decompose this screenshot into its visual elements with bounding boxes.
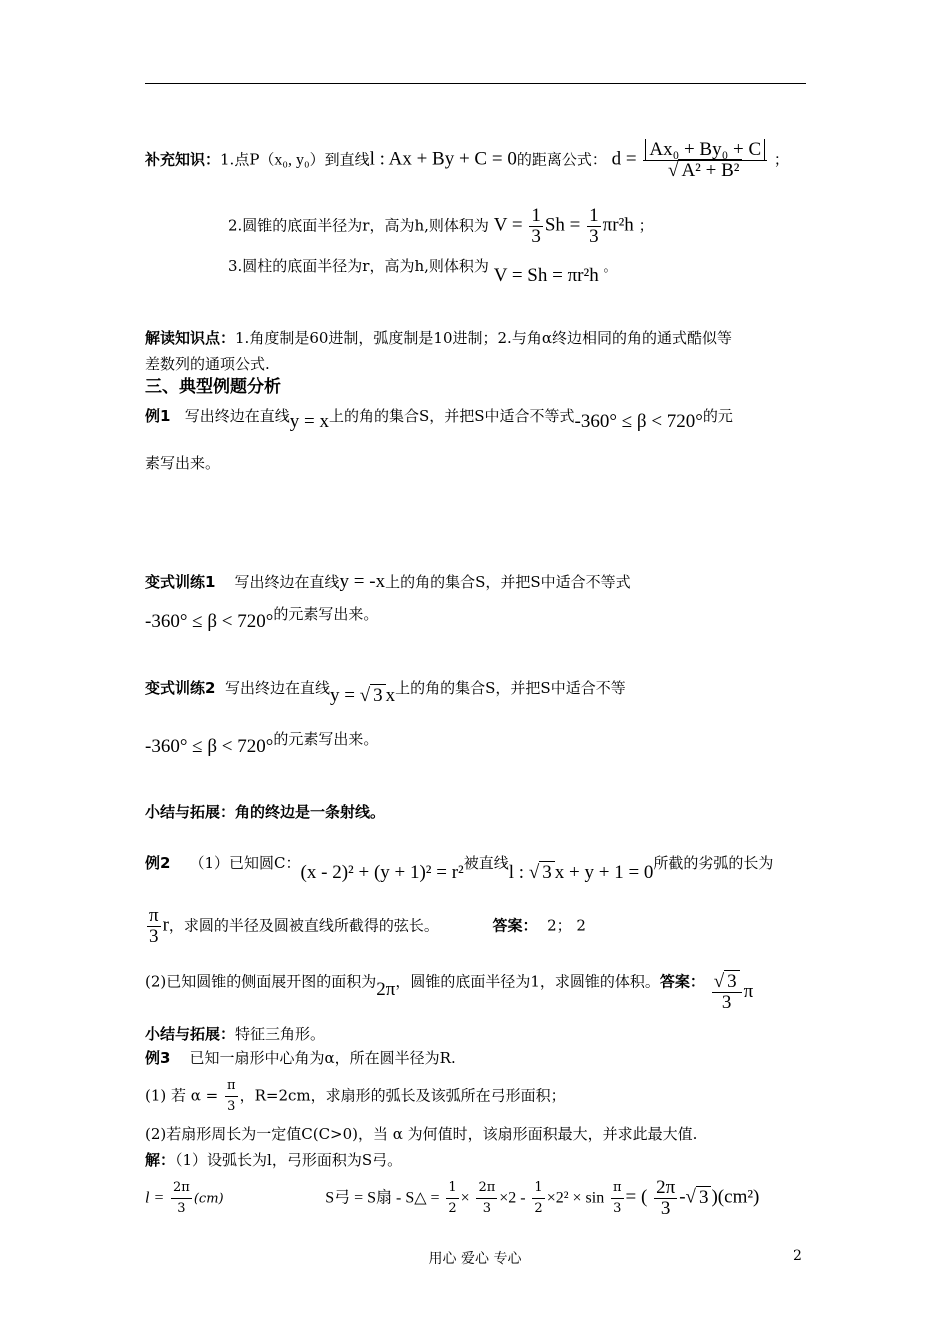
distance-denominator: A² + B² bbox=[678, 159, 742, 181]
supplement-line-2 bbox=[228, 206, 654, 247]
example-1-text-d: 素写出来。 bbox=[145, 454, 221, 472]
example-2-part-2-text-b: ，圆锥的底面半径为1，求圆锥的体积。 bbox=[395, 972, 660, 991]
example-1-label: 例1 bbox=[145, 407, 171, 425]
variant-2-text-b: 上的角的集合S，并把S中适合不等 bbox=[395, 679, 626, 697]
example-1-line-1 bbox=[145, 404, 733, 432]
variant-1-label: 变式训练1 bbox=[145, 573, 216, 591]
summary-2-text: 特征三角形。 bbox=[235, 1025, 326, 1043]
example-2-line-2 bbox=[145, 906, 586, 947]
solution-l-frac-num: 2π bbox=[171, 1178, 192, 1199]
example-3-solution-text: （1）设弧长为l，弓形面积为S弓。 bbox=[175, 1151, 403, 1169]
example-2-frac-num: π bbox=[149, 905, 159, 926]
solution-s-frac-3-den: 2 bbox=[534, 1201, 543, 1216]
solution-s-frac-5 bbox=[654, 1178, 677, 1219]
solution-s-end: = ( bbox=[625, 1186, 648, 1208]
distance-end: ； bbox=[773, 150, 789, 169]
cone-frac-1 bbox=[529, 206, 543, 247]
variant-1-formula: y = -x bbox=[339, 571, 386, 592]
cone-frac-1-num: 1 bbox=[531, 205, 541, 226]
variant-1-line-1 bbox=[145, 570, 631, 594]
interpret-text-1: 1.角度制是60进制，弧度制是10进制；2.与角α终边相同的角的通式酷似等 bbox=[235, 329, 732, 347]
example-2-part-2-answer-label: 答案： bbox=[659, 972, 705, 991]
cone-frac-2 bbox=[587, 206, 601, 247]
variant-2-formula-rad: 3 bbox=[370, 684, 386, 706]
supplement-label: 补充知识： bbox=[145, 150, 221, 169]
example-2-line-3 bbox=[145, 962, 754, 1013]
summary-1-label: 小结与拓展： bbox=[145, 803, 236, 821]
example-1-text-c: 的元 bbox=[702, 407, 733, 425]
example-2-part-2-area: 2π bbox=[376, 978, 396, 1000]
cylinder-volume-text: 3.圆柱的底面半径为r，高为h,则体积为 bbox=[228, 257, 489, 275]
solution-s-rest-2: ×2² × sin bbox=[546, 1189, 605, 1207]
point-text-mid: ）到直线 bbox=[309, 150, 370, 169]
summary-2-label: 小结与拓展： bbox=[145, 1025, 236, 1043]
example-3-q1-frac-num: π bbox=[225, 1076, 238, 1097]
solution-s-frac-4-den: 3 bbox=[613, 1201, 622, 1216]
variant-2-text-c: 的元素写出来。 bbox=[273, 730, 379, 748]
solution-l: l = bbox=[145, 1189, 165, 1207]
example-3-solution-line-2: l = $\frac{2\pi}{3}$ (cm) S弓 = S扇 - S△ = $\frac{1}{2}$ × $\frac{2\pi}{3}$ ×2 - $\frac{1}{2}$ ×2² × sin $\frac{\pi}{3}$ = ( $\frac{2\pi}{3}$ -√ 3 )(cm²) bbox=[145, 1177, 760, 1219]
variant-1-text-b: 上的角的集合S，并把S中适合不等式 bbox=[385, 573, 631, 591]
variant-2-formula: y = √ 3 x bbox=[330, 685, 396, 706]
solution-s-unit: )(cm²) bbox=[711, 1186, 760, 1208]
solution-s-minus: - bbox=[679, 1186, 686, 1208]
example-2-frac-den: 3 bbox=[149, 926, 159, 947]
cone-frac-2-num: 1 bbox=[589, 205, 599, 226]
supplement-line-3 bbox=[228, 254, 617, 286]
solution-s-rest: ×2 - bbox=[499, 1189, 526, 1207]
example-3-solution-label: 解： bbox=[145, 1151, 176, 1169]
example-2-r: r bbox=[162, 914, 169, 936]
solution-s-frac-2 bbox=[476, 1178, 497, 1219]
cone-frac-2-den: 3 bbox=[589, 226, 599, 247]
example-2-text-b: 被直线 bbox=[463, 854, 509, 872]
supplement-line-1 bbox=[145, 140, 789, 181]
example-1-text-a: 写出终边在直线 bbox=[184, 407, 290, 425]
example-2-answer-label: 答案： bbox=[492, 916, 538, 935]
example-2-text-c: 所截的劣弧的长为 bbox=[653, 854, 774, 872]
solution-s-frac-1 bbox=[446, 1178, 458, 1219]
point-text-pre: 1.点P（ bbox=[220, 150, 275, 169]
solution-s-frac-3 bbox=[532, 1178, 544, 1219]
cone-volume-text: 2.圆锥的底面半径为r，高为h,则体积为 bbox=[228, 216, 489, 235]
example-2-text-d: ，求圆的半径及圆被直线所截得的弦长。 bbox=[168, 916, 439, 935]
variant-2-inequality: -360° ≤ β < 720° bbox=[145, 736, 274, 757]
cone-formula-v: V = bbox=[493, 214, 523, 236]
example-2-frac bbox=[147, 906, 161, 947]
example-3-q1-frac-den: 3 bbox=[227, 1099, 236, 1114]
example-2-part-2-answer-pi: π bbox=[743, 980, 754, 1002]
page-number: 2 bbox=[793, 1248, 802, 1264]
distance-text: 的距离公式： bbox=[516, 150, 607, 169]
example-3-label: 例3 bbox=[145, 1049, 171, 1067]
example-3-q1-text-a: (1) 若 α = bbox=[145, 1086, 219, 1105]
summary-2 bbox=[145, 1022, 325, 1046]
solution-l-unit: (cm) bbox=[193, 1191, 224, 1207]
point-coords: x₀, y₀ bbox=[274, 151, 310, 169]
cone-formula-pi: πr²h bbox=[602, 214, 634, 236]
distance-d: d = bbox=[611, 148, 637, 170]
example-1-text-b: 上的角的集合S，并把S中适合不等式 bbox=[328, 407, 575, 425]
interpret-text-2: 差数列的通项公式. bbox=[145, 355, 270, 373]
example-3-q2-text: (2)若扇形周长为一定值C(C>0)，当 α 为何值时，该扇形面积最大，并求此最大值. bbox=[145, 1125, 698, 1143]
interpret-line-1 bbox=[145, 326, 732, 350]
solution-s-frac-1-den: 2 bbox=[448, 1201, 457, 1216]
solution-s-frac-1-num: 1 bbox=[446, 1178, 458, 1199]
example-3-question-2 bbox=[145, 1122, 697, 1146]
summary-1-text: 角的终边是一条射线。 bbox=[235, 803, 386, 821]
example-1-formula: y = x bbox=[289, 411, 329, 432]
example-3-text: 已知一扇形中心角为α，所在圆半径为R. bbox=[189, 1049, 456, 1067]
example-2-part-2-text-a: (2)已知圆锥的侧面展开图的面积为 bbox=[145, 972, 377, 991]
example-2-part-2-answer-den: 3 bbox=[721, 992, 732, 1013]
variant-2-line-2 bbox=[145, 727, 379, 757]
example-2-circle: (x - 2)² + (y + 1)² = r² bbox=[300, 862, 464, 883]
variant-1-line-2 bbox=[145, 602, 379, 632]
example-2-line-rad: 3 bbox=[539, 861, 555, 883]
variant-2-line-1 bbox=[145, 676, 626, 706]
variant-1-inequality: -360° ≤ β < 720° bbox=[145, 611, 274, 632]
solution-s-frac-5-den: 3 bbox=[660, 1198, 671, 1219]
distance-fraction: $\frac{\text{Ax₀ + By₀ + C}}{\text{√ A² + B²}}$ bbox=[643, 140, 767, 181]
variant-1-text-c: 的元素写出来。 bbox=[273, 605, 379, 623]
solution-s-times: × bbox=[460, 1189, 470, 1207]
example-2-line-1 bbox=[145, 851, 774, 883]
cylinder-formula: V = Sh = πr²h bbox=[493, 265, 599, 286]
solution-s-frac-2-den: 3 bbox=[482, 1201, 491, 1216]
variant-2-text-a: 写出终边在直线 bbox=[224, 679, 330, 697]
solution-s-frac-4-num: π bbox=[611, 1178, 624, 1199]
solution-s-frac-4 bbox=[611, 1178, 624, 1219]
variant-2-formula-pre: y = bbox=[330, 685, 355, 706]
solution-s: S弓 = S扇 - S△ = bbox=[325, 1189, 440, 1207]
variant-2-formula-post: x bbox=[385, 685, 396, 706]
cone-frac-1-den: 3 bbox=[531, 226, 541, 247]
header-rule bbox=[145, 83, 806, 84]
example-3-q1-frac bbox=[225, 1076, 238, 1117]
example-2-line-post: x + y + 1 = 0 bbox=[554, 862, 654, 883]
example-3-q1-text-b: ，R=2cm，求扇形的弧长及该弧所在弓形面积； bbox=[239, 1086, 566, 1105]
footer-text: 用心 爱心 专心 bbox=[428, 1251, 522, 1267]
example-3-question-1 bbox=[145, 1076, 566, 1117]
example-3-solution-line-1 bbox=[145, 1148, 402, 1172]
summary-1 bbox=[145, 800, 385, 824]
example-2-line-pre: l : bbox=[508, 862, 525, 883]
cone-end: ； bbox=[638, 216, 654, 235]
variant-1-text-a: 写出终边在直线 bbox=[234, 573, 340, 591]
solution-s-frac-2-num: 2π bbox=[476, 1178, 497, 1199]
example-1-line-2 bbox=[145, 451, 220, 475]
cone-formula-sh: Sh = bbox=[544, 214, 581, 236]
section-3-title: 三、典型例题分析 bbox=[145, 377, 281, 397]
solution-s-rad: 3 bbox=[696, 1186, 712, 1208]
example-2-part-2-answer-frac: $\frac{√ 3}{3}$ bbox=[712, 972, 742, 1013]
solution-s-frac-5-num: 2π bbox=[656, 1177, 676, 1198]
example-2-label: 例2 bbox=[145, 854, 171, 872]
example-2-part-2-answer-num: 3 bbox=[724, 970, 740, 992]
example-2-text-a: （1）已知圆C： bbox=[189, 854, 301, 872]
example-2-answer: 2； 2 bbox=[547, 916, 586, 935]
example-1-inequality: -360° ≤ β < 720° bbox=[574, 411, 703, 432]
solution-s-frac-3-num: 1 bbox=[532, 1178, 544, 1199]
line-equation: l : Ax + By + C = 0 bbox=[369, 148, 517, 170]
interpret-line-2 bbox=[145, 352, 270, 376]
interpret-label: 解读知识点： bbox=[145, 329, 236, 347]
solution-l-frac-den: 3 bbox=[177, 1201, 186, 1216]
example-2-line: l : √ 3 x + y + 1 = 0 bbox=[508, 862, 654, 883]
cylinder-end: 。 bbox=[603, 260, 617, 275]
distance-numerator: Ax₀ + By₀ + C bbox=[645, 139, 765, 160]
example-3-line-1 bbox=[145, 1046, 456, 1070]
solution-l-frac bbox=[171, 1178, 192, 1219]
variant-2-label: 变式训练2 bbox=[145, 679, 216, 697]
